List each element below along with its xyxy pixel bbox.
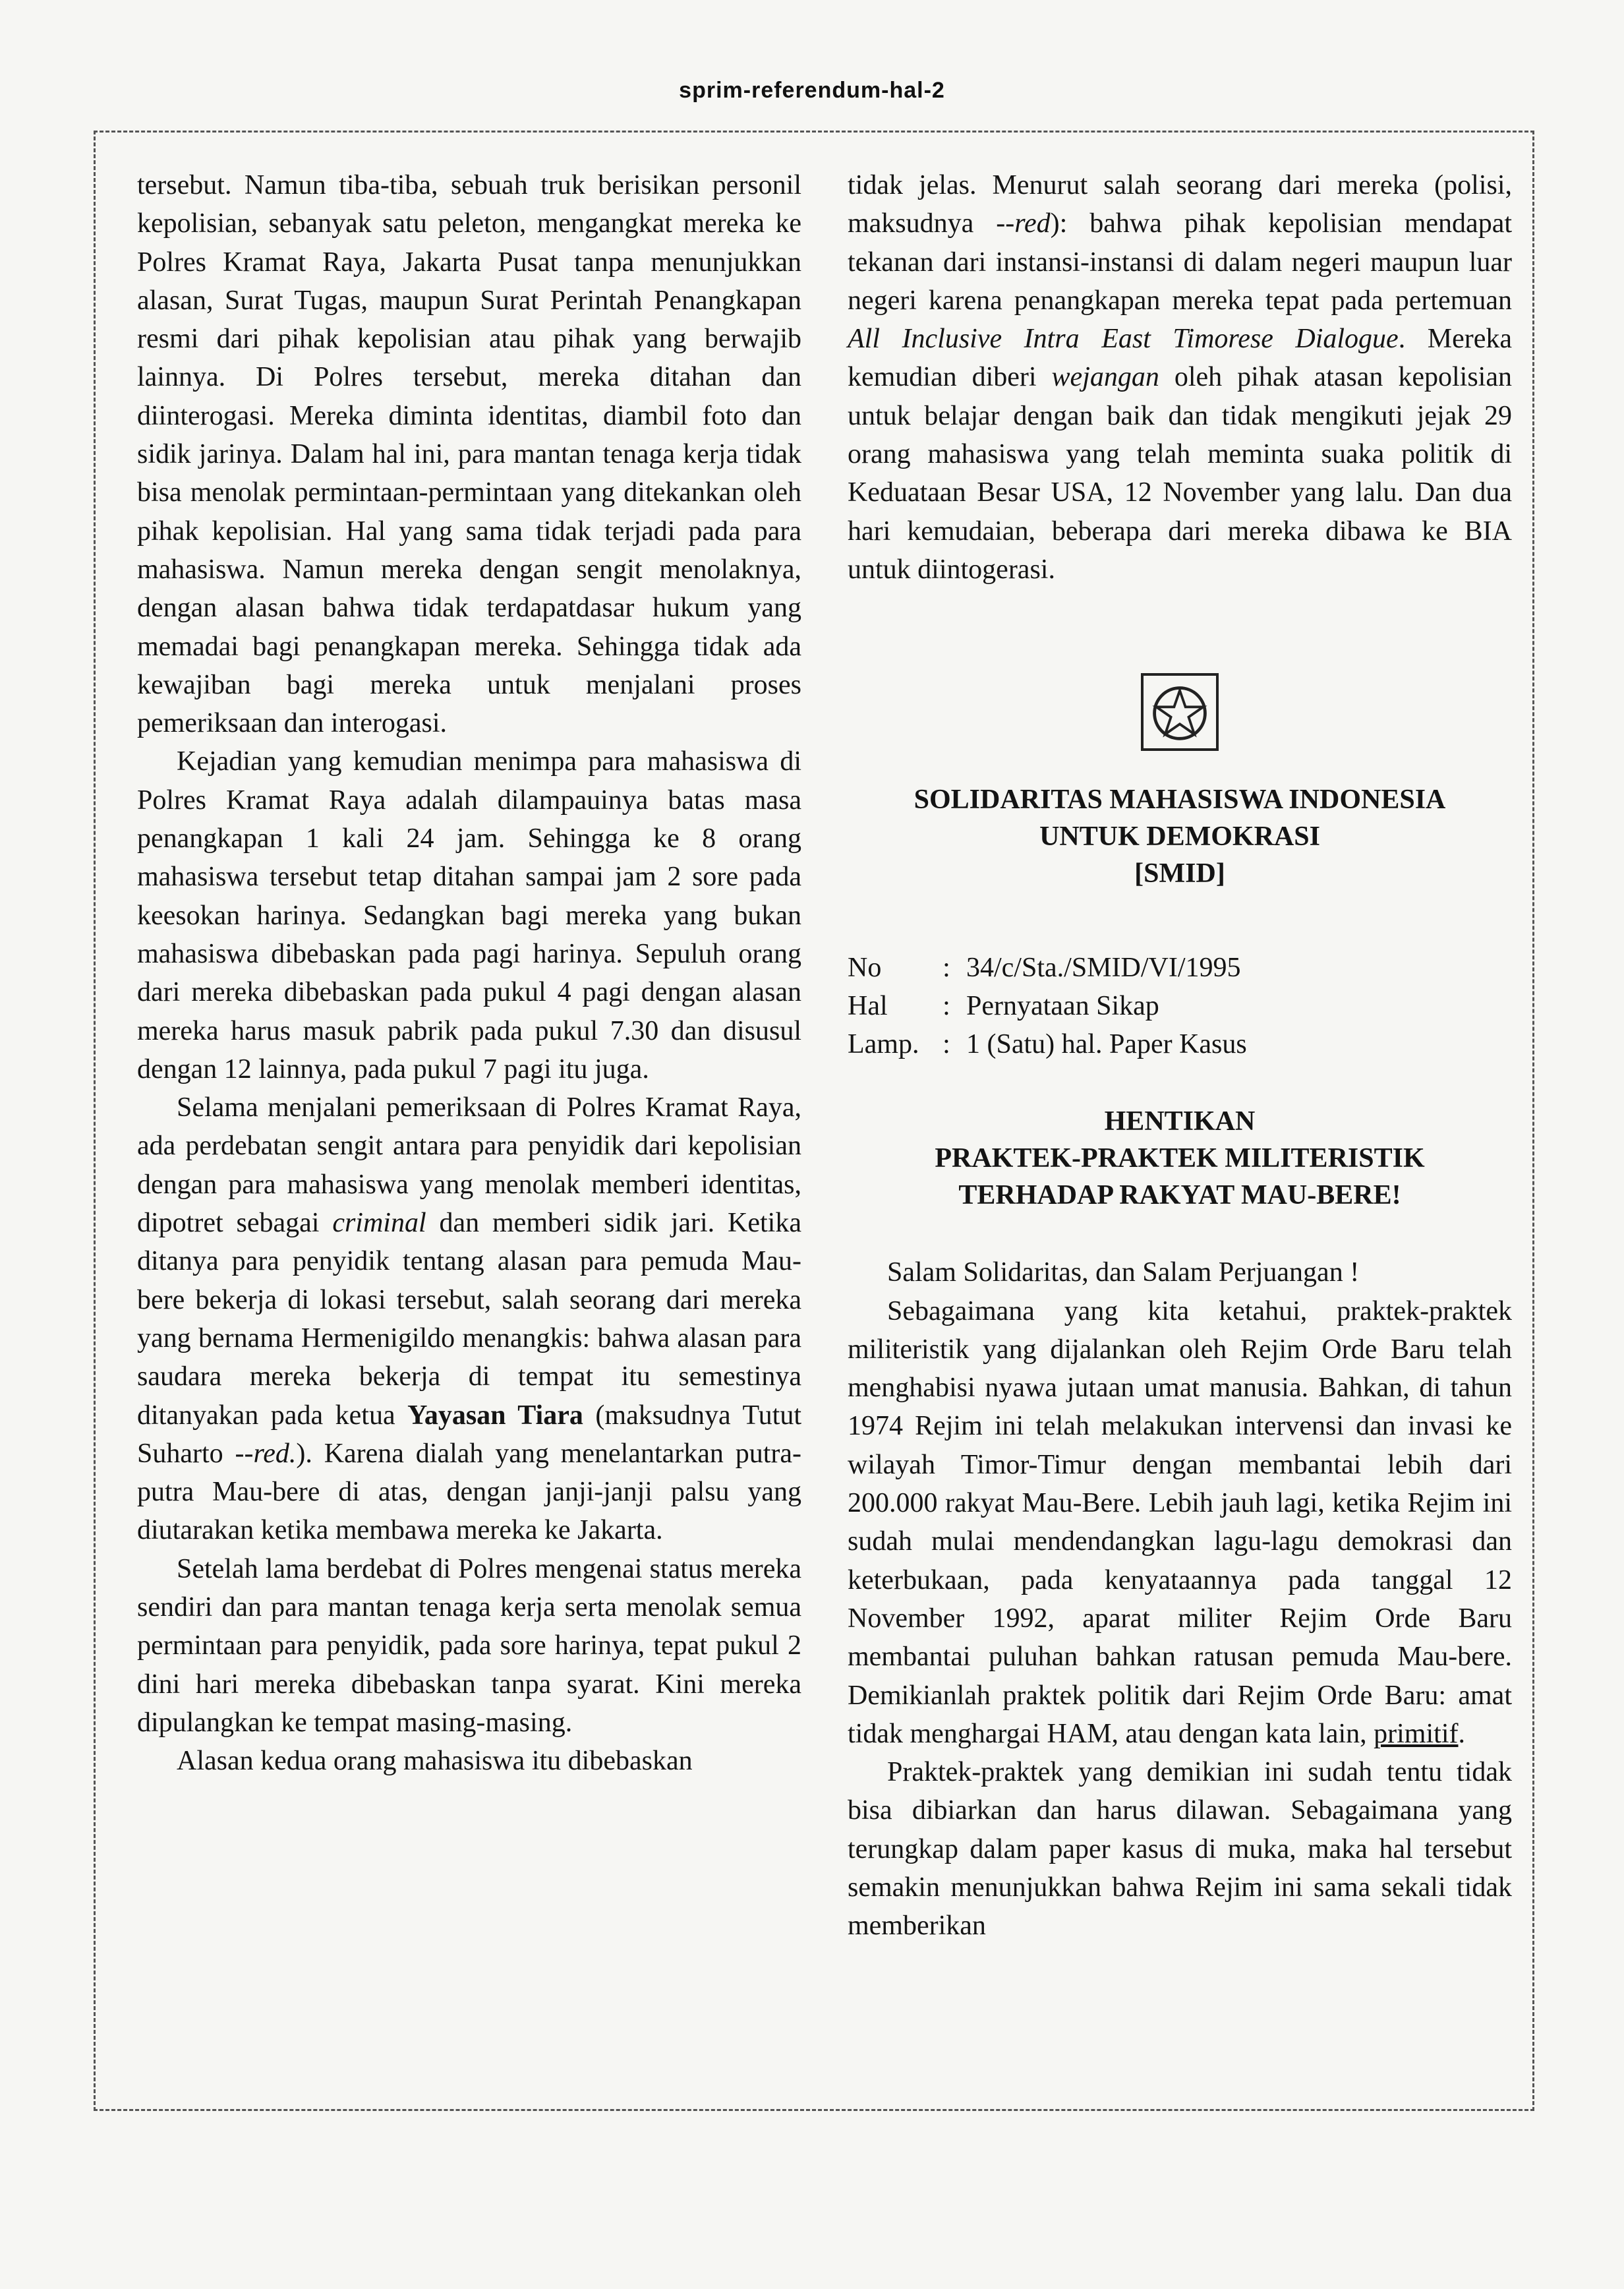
right-p2-underlined-primitif: primitif xyxy=(1374,1718,1459,1749)
meta-row-lamp: Lamp. : 1 (Satu) hal. Paper Kasus xyxy=(848,1025,1512,1063)
left-p3-text-a: Selama menjalani pemeriksaan di Polres Kramat Raya, ada perdebatan sengit antara para penyidik dari kepolisian dengan para mahasiswa yang menolak memberi identitas, dipotret sebagai xyxy=(137,1092,801,1239)
title-line-1: HENTIKAN xyxy=(1104,1106,1256,1137)
letter-meta xyxy=(848,949,1512,1063)
meta-label: Lamp. xyxy=(848,1029,919,1060)
right-p2-text-a: Sebagaimana yang kita ketahui, praktek-praktek militeristik yang dijalankan oleh Rejim Orde Baru telah menghabisi nyawa jutaan umat manusia. Bahkan, di tahun 1974 Rejim ini telah melakukan intervensi dan invasi ke wilayah Timor-Timur dengan membantai lebih dari 200.000 rakyat Mau-Bere. Lebih jauh lagi, ketika Rejim ini sudah mulai mendendangkan lagu-lagu demokrasi dan keterbukaan, pada kenyataannya pada tanggal 12 November 1992, aparat militer Rejim Orde Baru membantai puluhan bahkan ratusan pemuda Mau-bere. Demikianlah praktek politik dari Rejim Orde Baru: amat tidak menghargai HAM, atau dengan kata lain, xyxy=(848,1295,1512,1749)
right-p1-text-c: ): bahwa pihak kepolisian mendapat tekanan dari instansi-instansi di dalam negeri maupun luar negeri karena penangkapan mereka tepat pada pertemuan xyxy=(848,208,1512,316)
left-p3-text-e: (maksudnya Tutut Suharto xyxy=(137,1400,802,1469)
left-p3-text-c: dan memberi sidik jari. Ketika ditanya para penyidik tentang alasan para pemuda Mau-bere bekerja di lokasi tersebut, salah seorang dari mereka yang bernama Hermenigildo menangkis: bahwa alasan para saudara mereka bekerja di tempat itu semestinya ditanyakan pada ketua xyxy=(137,1208,801,1431)
org-name-line-2: UNTUK DEMOKRASI xyxy=(1039,821,1320,852)
statement-title xyxy=(848,1103,1512,1214)
left-paragraph-5: Alasan kedua orang mahasiswa itu dibebaskan xyxy=(177,1746,693,1777)
left-paragraph-4: Setelah lama berdebat di Polres mengenai status mereka sendiri dan para mantan tenaga kerja serta menolak semua permintaan para penyidik, pada sore harinya, tepat pukul 2 dini hari mereka dibebaskan tanpa syarat. Kini mereka dipulangkan ke tempat masing-masing. xyxy=(137,1553,801,1738)
left-paragraph-2: Kejadian yang kemudian menimpa para mahasiswa di Polres Kramat Raya adalah dilampauinya batas masa penangkapan 1 kali 24 jam. Sehingga ke 8 orang mahasiswa tersebut tetap ditahan sampai jam 2 sore pada keesokan harinya. Sedangkan bagi mereka yang bukan mahasiswa dibebaskan pada pagi harinya. Sepuluh orang dari mereka dibebaskan pada pukul 4 pagi dengan alasan mereka harus masuk pabrik pada pukul 7.30 dan disusul dengan 12 lainnya, pada pukul 7 pagi itu juga. xyxy=(137,746,801,1085)
title-line-2: PRAKTEK-PRAKTEK MILITERISTIK xyxy=(935,1143,1425,1174)
right-p2-text-c: . xyxy=(1458,1718,1465,1749)
org-name-line-3: [SMID] xyxy=(1134,858,1225,889)
meta-label: Hal xyxy=(848,991,888,1022)
left-p3-italic-red: --red. xyxy=(235,1438,297,1469)
meta-value: Pernyataan Sikap xyxy=(966,991,1159,1022)
right-p1-italic-dialogue: All Inclusive Intra East Timorese Dialogue xyxy=(848,324,1399,355)
right-p1-italic-red: --red xyxy=(996,208,1051,239)
right-p1-text-e: . Mereka kemudian diberi xyxy=(848,324,1512,393)
left-p3-text-g: ). Karena dialah yang menelantarkan putra-putra Mau-bere di atas, dengan janji-janji palsu yang diutarakan ketika membawa mereka ke Jakarta. xyxy=(137,1438,801,1546)
right-paragraph-1 xyxy=(848,166,1512,589)
salutation: Salam Solidaritas, dan Salam Perjuangan ! xyxy=(887,1257,1360,1288)
right-p1-text-a: tidak jelas. Menurut salah seorang dari mereka (polisi, maksudnya xyxy=(848,170,1512,239)
meta-value: 34/c/Sta./SMID/VI/1995 xyxy=(966,953,1241,984)
org-name-line-1: SOLIDARITAS MAHASISWA INDONESIA xyxy=(914,785,1446,816)
right-column xyxy=(848,166,1512,1946)
right-p1-text-g: oleh pihak atasan kepolisian untuk belajar dengan baik dan tidak mengikuti jejak 29 orang mahasiswa yang telah meminta suaka politik di Keduataan Besar USA, 12 November yang lalu. Dan dua hari kemudaian, beberapa dari mereka dibawa ke BIA untuk diintogerasi. xyxy=(848,362,1512,585)
meta-label: No xyxy=(848,953,882,984)
title-line-3: TERHADAP RAKYAT MAU-BERE! xyxy=(958,1180,1401,1211)
page-header: sprim-referendum-hal-2 xyxy=(679,78,945,103)
right-p1-italic-wejangan: wejangan xyxy=(1051,362,1159,393)
meta-row-hal: Hal : Pernyataan Sikap xyxy=(848,987,1512,1025)
left-paragraph-1: tersebut. Namun tiba-tiba, sebuah truk berisikan personil kepolisian, sebanyak satu peleton, mengangkat mereka ke Polres Kramat Raya, Jakarta Pusat tanpa menunjukkan alasan, Surat Tugas, maupun Surat Perintah Penangkapan resmi dari pihak kepolisian atau pihak yang berwajib lainnya. Di Polres tersebut, mereka ditahan dan diinterogasi. Mereka diminta identitas, diambil foto dan sidik jarinya. Dalam hal ini, para mantan tenaga kerja tidak bisa menolak permintaan-permintaan yang ditekankan oleh pihak kepolisian. Hal yang sama tidak terjadi pada para mahasiswa. Namun mereka dengan sengit menolaknya, dengan alasan bahwa tidak terdapatdasar hukum yang memadai bagi penangkapan mereka. Sehingga tidak ada kewajiban bagi mereka untuk menjalani proses pemeriksaan dan interogasi. xyxy=(137,170,801,739)
star-emblem-icon xyxy=(1141,673,1219,751)
left-p3-italic-criminal: criminal xyxy=(332,1208,426,1239)
right-paragraph-2 xyxy=(848,1292,1512,1754)
left-paragraph-3 xyxy=(137,1088,801,1550)
left-column xyxy=(137,166,801,1780)
meta-row-no: No : 34/c/Sta./SMID/VI/1995 xyxy=(848,949,1512,987)
left-p3-bold-yayasan: Yayasan Tiara xyxy=(407,1400,583,1431)
meta-value: 1 (Satu) hal. Paper Kasus xyxy=(966,1029,1247,1060)
right-paragraph-3: Praktek-praktek yang demikian ini sudah tentu tidak bisa dibiarkan dan harus dilawan. Sebagaimana yang terungkap dalam paper kasus di muka, maka hal tersebut semakin menunjukkan bahwa Rejim ini sama sekali tidak memberikan xyxy=(848,1757,1512,1942)
